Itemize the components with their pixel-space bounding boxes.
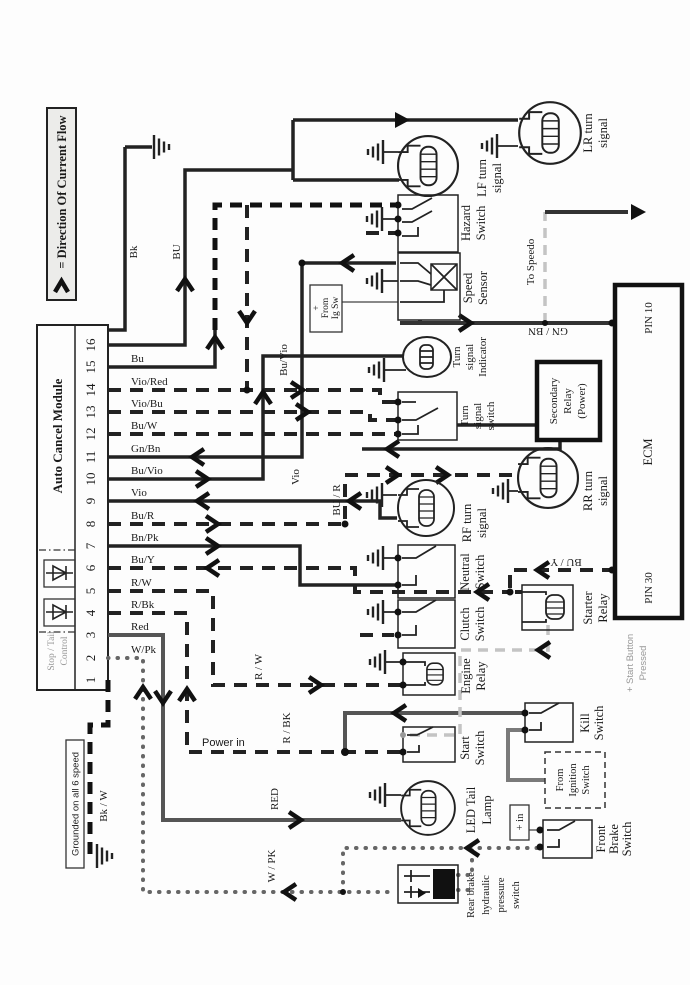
svg-text:Red: Red bbox=[131, 621, 149, 633]
ground-icon bbox=[368, 546, 383, 570]
turn-signal-switch bbox=[395, 392, 458, 440]
svg-text:Secondary: Secondary bbox=[548, 377, 560, 425]
svg-text:Relay: Relay bbox=[474, 661, 488, 691]
svg-text:signal: signal bbox=[464, 343, 476, 371]
clutch-switch-label: Clutch bbox=[458, 607, 472, 641]
gn-bn-label: GN / BN bbox=[528, 325, 568, 337]
speed-sensor bbox=[398, 253, 460, 320]
lr-turn-label: LR turn bbox=[581, 113, 595, 153]
svg-text:Switch: Switch bbox=[473, 554, 487, 590]
svg-text:Ignition: Ignition bbox=[568, 763, 579, 797]
svg-text:signal: signal bbox=[490, 163, 504, 193]
front-brake-switch bbox=[537, 820, 593, 858]
svg-text:Bu/Vio: Bu/Vio bbox=[131, 465, 163, 477]
wire-bk bbox=[108, 147, 152, 330]
svg-text:15: 15 bbox=[83, 360, 98, 374]
svg-text:Grounded on all 6 speed: Grounded on all 6 speed bbox=[70, 751, 82, 857]
wire-bu-y-ecm bbox=[510, 570, 615, 592]
bu-label: BU bbox=[171, 244, 183, 260]
bu-y-label: BU / Y bbox=[550, 556, 582, 568]
svg-text:Switch: Switch bbox=[620, 821, 634, 857]
svg-text:+ in: + in bbox=[515, 813, 526, 831]
svg-text:9: 9 bbox=[83, 497, 98, 505]
starter-relay-label: Starter bbox=[581, 591, 595, 625]
r-w-label: R / W bbox=[253, 653, 265, 681]
ecm-pin10: PIN 10 bbox=[643, 302, 655, 334]
wire-bu-vio bbox=[108, 356, 404, 479]
stop-tail-label: Control bbox=[60, 636, 70, 666]
ecm-pin30: PIN 30 bbox=[643, 572, 655, 604]
turn-signal-indicator-icon bbox=[403, 337, 451, 377]
svg-text:3: 3 bbox=[83, 631, 98, 639]
component-labels bbox=[451, 113, 634, 918]
svg-text:16: 16 bbox=[83, 338, 98, 352]
kill-switch-label: Kill bbox=[578, 713, 592, 733]
svg-text:R/Bk: R/Bk bbox=[131, 599, 155, 611]
stop-tail-label: Stop / Tail bbox=[47, 631, 57, 671]
svg-text:Vio/Bu: Vio/Bu bbox=[131, 398, 163, 410]
diode-icon bbox=[46, 566, 73, 580]
svg-text:6: 6 bbox=[83, 564, 98, 572]
svg-text:1: 1 bbox=[83, 676, 98, 684]
speed-sensor-label: Speed bbox=[461, 272, 475, 304]
svg-text:4: 4 bbox=[83, 609, 98, 617]
front-brake-label: Front bbox=[594, 825, 608, 853]
rr-turn-signal-lamp-icon bbox=[518, 448, 578, 508]
from-ig-sw-box bbox=[310, 285, 342, 332]
vio-label: Vio bbox=[290, 469, 302, 485]
ground-icon bbox=[154, 135, 169, 159]
svg-text:switch: switch bbox=[485, 401, 497, 431]
svg-text:signal: signal bbox=[596, 476, 610, 506]
svg-text:2: 2 bbox=[83, 654, 98, 662]
ground-icon bbox=[482, 134, 497, 158]
bk-label: Bk bbox=[128, 245, 140, 259]
wire-vio-bu bbox=[108, 412, 396, 420]
to-speedo-label: To Speedo bbox=[525, 238, 537, 286]
ground-icon bbox=[97, 844, 112, 868]
w-pk-label: W / PK bbox=[266, 849, 278, 883]
ecm-label: ECM bbox=[641, 438, 655, 466]
ground-icon bbox=[368, 600, 383, 624]
svg-text:Switch: Switch bbox=[473, 730, 487, 766]
arrow-right-icon bbox=[395, 112, 410, 128]
svg-text:Pressed: Pressed bbox=[638, 645, 649, 681]
ground-icon bbox=[367, 269, 382, 293]
svg-text:10: 10 bbox=[83, 472, 98, 486]
svg-text:Ig Sw: Ig Sw bbox=[331, 296, 341, 320]
arrow-left-icon bbox=[467, 840, 479, 856]
svg-text:+: + bbox=[312, 305, 322, 311]
arrow-left-icon bbox=[207, 560, 219, 576]
ground-icon bbox=[369, 358, 384, 382]
svg-text:13: 13 bbox=[83, 405, 98, 419]
power-in-label: Power in bbox=[202, 737, 245, 749]
svg-text:W/Pk: W/Pk bbox=[131, 644, 157, 656]
ground-icon bbox=[370, 650, 385, 674]
from-ignition-switch-box bbox=[545, 752, 605, 808]
grounded-note bbox=[66, 740, 84, 868]
svg-text:Relay: Relay bbox=[596, 593, 610, 623]
secondary-relay bbox=[537, 362, 600, 440]
wire-bk-w bbox=[90, 680, 108, 855]
svg-text:Bu/Y: Bu/Y bbox=[131, 554, 155, 566]
lf-turn-signal-lamp-icon bbox=[398, 136, 458, 196]
svg-text:Brake: Brake bbox=[607, 824, 621, 854]
svg-text:Lamp: Lamp bbox=[480, 795, 494, 825]
svg-text:(Power): (Power) bbox=[576, 383, 588, 419]
module-title: Auto Cancel Module bbox=[50, 378, 65, 494]
module-pin-wire-labels bbox=[131, 353, 168, 656]
svg-text:Switch: Switch bbox=[581, 765, 592, 795]
svg-text:From: From bbox=[555, 768, 566, 792]
wire-r-bk-kill bbox=[345, 713, 522, 752]
svg-text:hydraulic: hydraulic bbox=[481, 875, 492, 915]
svg-text:switch: switch bbox=[511, 881, 522, 909]
lf-turn-label: LF turn bbox=[475, 159, 489, 197]
wire-bu-pin15 bbox=[108, 330, 215, 367]
ecm bbox=[615, 285, 682, 618]
turn-signal-switch-label: Turn bbox=[459, 405, 471, 427]
svg-text:Vio/Red: Vio/Red bbox=[131, 376, 168, 388]
bk-w-label: Bk / W bbox=[98, 790, 110, 822]
svg-text:R/W: R/W bbox=[131, 577, 152, 589]
engine-relay-label: Engine bbox=[459, 658, 473, 694]
svg-text:Switch: Switch bbox=[592, 705, 606, 741]
wire-bu-hazard bbox=[215, 205, 396, 330]
r-bk-label: R / BK bbox=[281, 712, 293, 744]
svg-text:pressure: pressure bbox=[496, 877, 507, 913]
svg-text:Sensor: Sensor bbox=[476, 270, 490, 306]
svg-text:Switch: Switch bbox=[473, 606, 487, 642]
legend-text: = Direction Of Current Flow bbox=[55, 115, 69, 269]
rf-turn-label: RF turn bbox=[460, 503, 474, 543]
svg-text:Bu: Bu bbox=[131, 353, 144, 365]
svg-text:8: 8 bbox=[83, 520, 98, 528]
svg-text:signal: signal bbox=[596, 118, 610, 148]
engine-relay bbox=[400, 653, 456, 695]
wire-bu-y bbox=[108, 568, 510, 592]
bu-vio-label: Bu/Vio bbox=[278, 344, 290, 376]
diode-icon bbox=[46, 605, 73, 619]
svg-text:Bu/R: Bu/R bbox=[131, 510, 155, 522]
svg-text:Relay: Relay bbox=[562, 388, 574, 414]
svg-text:Switch: Switch bbox=[474, 205, 488, 241]
svg-text:signal: signal bbox=[472, 402, 484, 430]
clutch-switch bbox=[395, 600, 456, 648]
module-pin-numbers bbox=[83, 338, 98, 683]
rear-brake-label: Rear brake bbox=[466, 872, 477, 918]
plus-in-box bbox=[510, 805, 529, 840]
svg-text:7: 7 bbox=[83, 542, 98, 550]
rr-turn-label: RR turn bbox=[581, 471, 595, 511]
kill-switch bbox=[522, 703, 574, 742]
led-tail-lamp-icon bbox=[401, 781, 455, 835]
svg-text:Bu/W: Bu/W bbox=[131, 420, 158, 432]
rf-turn-signal-lamp-icon bbox=[398, 480, 454, 536]
neutral-switch-label: Neutral bbox=[458, 553, 472, 591]
start-switch bbox=[400, 727, 456, 762]
start-switch-label: Start bbox=[458, 736, 472, 760]
start-button-pressed-label: + Start Button bbox=[625, 633, 636, 693]
bu-r-label: BU / R bbox=[331, 484, 343, 516]
svg-text:12: 12 bbox=[83, 427, 98, 441]
svg-text:11: 11 bbox=[83, 450, 98, 464]
svg-text:Bn/Pk: Bn/Pk bbox=[131, 532, 159, 544]
turn-signal-indicator-label: Turn bbox=[451, 346, 463, 368]
hazard-switch bbox=[395, 195, 459, 252]
starter-relay bbox=[522, 585, 573, 630]
svg-text:Gn/Bn: Gn/Bn bbox=[131, 443, 161, 455]
wire-kill-ignition bbox=[508, 730, 545, 780]
svg-text:Indicator: Indicator bbox=[477, 337, 489, 377]
ground-icon bbox=[493, 479, 508, 503]
ground-icon bbox=[370, 783, 385, 807]
arrow-right-icon bbox=[631, 204, 646, 220]
svg-text:5: 5 bbox=[83, 587, 98, 595]
svg-text:signal: signal bbox=[475, 508, 489, 538]
ground-icon bbox=[367, 207, 382, 231]
ground-icon bbox=[368, 140, 383, 164]
hazard-label: Hazard bbox=[459, 204, 473, 242]
svg-text:From: From bbox=[321, 297, 331, 319]
legend bbox=[47, 108, 76, 300]
svg-text:Vio: Vio bbox=[131, 487, 147, 499]
red-label: RED bbox=[269, 788, 281, 810]
rear-brake-pressure-switch bbox=[398, 865, 458, 903]
lr-turn-signal-lamp-icon bbox=[519, 102, 581, 164]
svg-text:14: 14 bbox=[83, 383, 98, 397]
led-tail-label: LED Tail bbox=[464, 786, 478, 834]
